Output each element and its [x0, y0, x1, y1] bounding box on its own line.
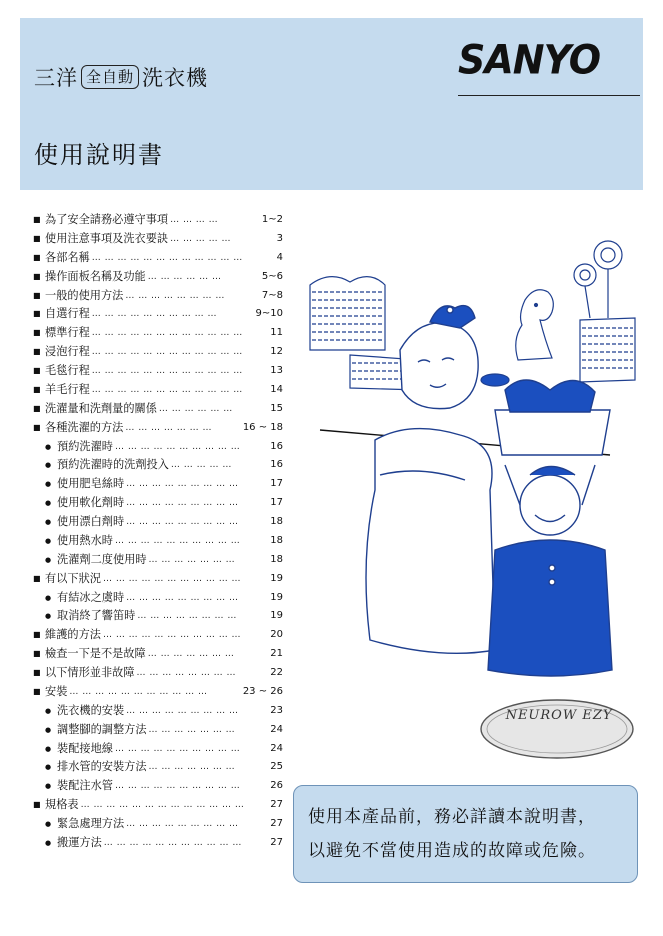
toc-entry-title: 有以下狀況 [45, 571, 101, 585]
toc-page-number: 7~8 [261, 289, 283, 301]
toc-entry [33, 513, 283, 532]
manual-title: 使用說明書 [34, 141, 164, 169]
toc-leader-dots: … … … … … … … … … [126, 705, 239, 716]
toc-leader-dots: … … … … … … [147, 271, 222, 282]
cover-header [20, 18, 643, 190]
toc-page-number: 18 [270, 553, 283, 565]
toc-page-number: 5~6 [261, 270, 283, 282]
toc-leader-dots: … … … … [170, 215, 219, 225]
toc-entry [33, 343, 283, 362]
toc-entry-title: 取消終了響笛時 [57, 609, 136, 623]
toc-page-number: 19 [270, 591, 283, 603]
toc-entry-title: 裝配注水管 [57, 779, 113, 793]
toc-bullet-icon: ■ [33, 800, 41, 810]
toc-sub-bullet-icon: ● [45, 480, 52, 489]
toc-entry [33, 494, 283, 513]
toc-leader-dots: … … … … … … … [147, 649, 235, 660]
toc-entry [33, 249, 283, 268]
title-boxed-label: 全自動 [81, 65, 139, 89]
toc-entry [33, 268, 283, 287]
toc-page-number: 1~2 [261, 214, 283, 225]
toc-page-number: 3 [276, 232, 283, 244]
toc-page-number: 25 [270, 761, 283, 773]
toc-leader-dots: … … … … … … … … … [126, 592, 239, 603]
toc-entry-title: 預約洗濯時的洗劑投入 [57, 458, 169, 472]
laundry-illustration [290, 230, 640, 680]
toc-bullet-icon: ■ [33, 215, 41, 224]
toc-leader-dots: … … … … … [170, 233, 232, 244]
toc-entry [33, 589, 283, 608]
toc-page-number: 13 [270, 365, 283, 376]
toc-page-number: 12 [270, 346, 283, 358]
toc-entry [33, 834, 283, 853]
toc-leader-dots: … … … … … … … … … … … … … [80, 800, 245, 811]
toc-entry [33, 551, 283, 570]
toc-sub-bullet-icon: ● [45, 499, 52, 508]
toc-leader-dots: … … … … … … … [148, 724, 236, 735]
toc-entry-title: 規格表 [45, 798, 79, 812]
toc-bullet-icon: ■ [33, 403, 41, 413]
toc-entry-title: 洗衣機的安裝 [57, 703, 125, 717]
toc-page-number: 17 [270, 497, 283, 509]
toc-entry-title: 檢查一下是不是故障 [45, 647, 146, 661]
toc-leader-dots: … … … … … … … … … … [114, 743, 241, 754]
toc-entry [33, 626, 283, 645]
toc-entry-title: 洗濯量和洗劑量的關係 [45, 401, 157, 415]
toc-entry [33, 570, 283, 589]
toc-entry-title: 搬運方法 [57, 835, 102, 849]
toc-entry-title: 使用熱水時 [57, 533, 113, 547]
notice-line-2: 以避免不當使用造成的故障或危險。 [308, 841, 596, 861]
toc-page-number: 16 ~ 18 [242, 421, 283, 433]
toc-leader-dots: … … … … … … … … … … [91, 309, 218, 320]
toc-entry [33, 758, 283, 777]
toc-leader-dots: … … … … … … … … … … … … [91, 384, 243, 395]
toc-leader-dots: … … … … … … … [148, 762, 236, 773]
toc-bullet-icon: ■ [33, 290, 41, 300]
toc-bullet-icon: ■ [33, 309, 41, 319]
toc-entry [33, 438, 283, 457]
toc-entry [33, 324, 283, 343]
toc-sub-bullet-icon: ● [45, 725, 52, 734]
toc-entry [33, 381, 283, 400]
toc-sub-bullet-icon: ● [45, 782, 52, 791]
toc-page-number: 15 [270, 402, 283, 414]
toc-leader-dots: … … … … … … … … … [126, 819, 239, 829]
toc-bullet-icon: ■ [33, 233, 41, 243]
toc-page-number: 4 [276, 251, 283, 263]
toc-leader-dots: … … … … … [170, 460, 232, 471]
toc-entry [33, 305, 283, 324]
toc-entry [33, 607, 283, 626]
toc-page-number: 20 [270, 629, 283, 641]
toc-entry-title: 浸泡行程 [45, 345, 90, 359]
toc-entry [33, 796, 283, 815]
toc-bullet-icon: ■ [33, 649, 41, 659]
toc-entry [33, 740, 283, 759]
toc-leader-dots: … … … … … … … … … … … … [91, 366, 243, 376]
toc-bullet-icon: ■ [33, 252, 41, 262]
toc-leader-dots: … … … … … … … … … … [114, 535, 241, 546]
toc-leader-dots: … … … … … … … … … [126, 479, 239, 490]
toc-entry-title: 裝配接地線 [57, 741, 113, 755]
model-name: NEUROW EZY [505, 708, 613, 723]
toc-sub-bullet-icon: ● [45, 518, 52, 526]
toc-sub-bullet-icon: ● [45, 461, 52, 470]
toc-bullet-icon: ■ [33, 630, 41, 640]
notice-line-1: 使用本產品前，務必詳讀本說明書， [308, 807, 596, 827]
toc-bullet-icon: ■ [33, 668, 41, 677]
toc-entry [33, 721, 283, 740]
toc-sub-bullet-icon: ● [45, 706, 52, 715]
toc-entry-title: 操作面板名稱及功能 [45, 269, 146, 283]
toc-bullet-icon: ■ [33, 271, 41, 281]
toc-bullet-icon: ■ [33, 686, 41, 696]
toc-leader-dots: … … … … … … … … … … … [69, 686, 208, 697]
toc-sub-bullet-icon: ● [45, 555, 52, 564]
model-badge-ellipse [478, 697, 636, 761]
toc-leader-dots: … … … … … … … … … … … … [91, 328, 243, 339]
toc-page-number: 11 [270, 327, 283, 339]
toc-sub-bullet-icon: ● [45, 838, 52, 847]
toc-entry-title: 預約洗濯時 [57, 439, 113, 453]
toc-leader-dots: … … … … … … … … … … … … [91, 347, 243, 358]
toc-bullet-icon: ■ [33, 573, 41, 583]
toc-entry-title: 維護的方法 [45, 628, 101, 642]
toc-sub-bullet-icon: ● [45, 536, 52, 545]
toc-page-number: 9~10 [255, 308, 283, 320]
toc-entry [33, 362, 283, 381]
toc-entry [33, 230, 283, 249]
toc-leader-dots: … … … … … … … … … … … [102, 573, 242, 584]
toc-entry-title: 調整腳的調整方法 [57, 722, 147, 736]
toc-entry [33, 532, 283, 551]
toc-entry-title: 洗濯劑二度使用時 [57, 552, 147, 566]
title-suffix: 洗衣機 [142, 66, 209, 90]
toc-page-number: 27 [270, 799, 283, 811]
toc-page-number: 24 [270, 742, 283, 754]
toc-leader-dots: … … … … … … … … … … [114, 441, 241, 452]
toc-entry [33, 475, 283, 494]
toc-entry-title: 羊毛行程 [45, 382, 90, 396]
toc-entry-title: 標準行程 [45, 326, 90, 340]
toc-page-number: 26 [270, 780, 283, 792]
toc-entry-title: 有結冰之虞時 [57, 590, 125, 604]
toc-page-number: 19 [270, 610, 283, 622]
toc-page-number: 22 [270, 667, 283, 678]
toc-page-number: 23 [270, 704, 283, 716]
toc-sub-bullet-icon: ● [45, 820, 52, 828]
toc-bullet-icon: ■ [33, 422, 41, 432]
toc-leader-dots: … … … … … … … … [125, 290, 225, 301]
safety-notice [293, 785, 638, 883]
sanyo-logo: SANYO [458, 36, 601, 84]
toc-page-number: 21 [270, 648, 283, 660]
toc-bullet-icon: ■ [33, 328, 41, 338]
toc-entry-title: 各部名稱 [45, 250, 90, 264]
toc-entry [33, 211, 283, 230]
toc-sub-bullet-icon: ● [45, 763, 52, 772]
toc-leader-dots: … … … … … … … … … [126, 498, 239, 509]
toc-sub-bullet-icon: ● [45, 744, 52, 753]
toc-entry-title: 使用注意事項及洗衣要訣 [45, 231, 169, 245]
toc-leader-dots: … … … … … … … … … … [114, 781, 241, 792]
table-of-contents [33, 211, 283, 853]
toc-leader-dots: … … … … … … [158, 403, 233, 414]
toc-entry-title: 為了安全請務必遵守事項 [45, 213, 169, 226]
toc-entry [33, 456, 283, 475]
toc-sub-bullet-icon: ● [45, 612, 52, 621]
toc-entry-title: 緊急處理方法 [57, 817, 125, 830]
toc-page-number: 27 [270, 836, 283, 848]
toc-sub-bullet-icon: ● [45, 442, 52, 451]
toc-page-number: 24 [270, 723, 283, 735]
toc-bullet-icon: ■ [33, 384, 41, 394]
product-title [34, 62, 208, 92]
toc-page-number: 27 [270, 818, 283, 829]
toc-page-number: 18 [270, 516, 283, 527]
toc-page-number: 23 ~ 26 [242, 685, 283, 697]
toc-leader-dots: … … … … … … … … … … … … [91, 252, 243, 263]
toc-bullet-icon: ■ [33, 366, 41, 375]
toc-entry-title: 自選行程 [45, 307, 90, 321]
toc-bullet-icon: ■ [33, 347, 41, 357]
toc-entry-title: 一般的使用方法 [45, 288, 124, 302]
toc-entry [33, 815, 283, 834]
toc-entry [33, 400, 283, 419]
toc-page-number: 17 [270, 478, 283, 490]
toc-entry-title: 排水管的安裝方法 [57, 760, 147, 774]
toc-page-number: 16 [270, 440, 283, 452]
toc-leader-dots: … … … … … … … … [136, 668, 237, 678]
toc-entry [33, 683, 283, 702]
toc-entry [33, 419, 283, 438]
title-prefix: 三洋 [34, 66, 78, 90]
toc-entry-title: 以下情形並非故障 [45, 666, 135, 679]
logo-underline [458, 95, 640, 96]
toc-entry [33, 777, 283, 796]
toc-entry-title: 毛毯行程 [45, 364, 90, 377]
toc-leader-dots: … … … … … … … … … … … [102, 630, 242, 641]
toc-page-number: 18 [270, 534, 283, 546]
toc-leader-dots: … … … … … … … … … … … [103, 837, 242, 848]
toc-leader-dots: … … … … … … … [125, 422, 212, 433]
toc-entry-title: 各種洗濯的方法 [45, 420, 124, 434]
toc-leader-dots: … … … … … … … … … [126, 517, 239, 527]
toc-entry [33, 702, 283, 721]
toc-sub-bullet-icon: ● [45, 593, 52, 602]
toc-entry-title: 安裝 [45, 684, 68, 698]
toc-entry-title: 使用肥皂絲時 [57, 477, 125, 491]
toc-entry-title: 使用漂白劑時 [57, 515, 125, 528]
toc-page-number: 14 [270, 383, 283, 395]
toc-entry [33, 645, 283, 664]
toc-page-number: 16 [270, 459, 283, 471]
toc-leader-dots: … … … … … … … … [137, 611, 237, 622]
toc-leader-dots: … … … … … … … [148, 554, 236, 565]
toc-page-number: 19 [270, 572, 283, 584]
toc-entry [33, 287, 283, 306]
toc-entry-title: 使用軟化劑時 [57, 496, 125, 510]
toc-entry [33, 664, 283, 683]
